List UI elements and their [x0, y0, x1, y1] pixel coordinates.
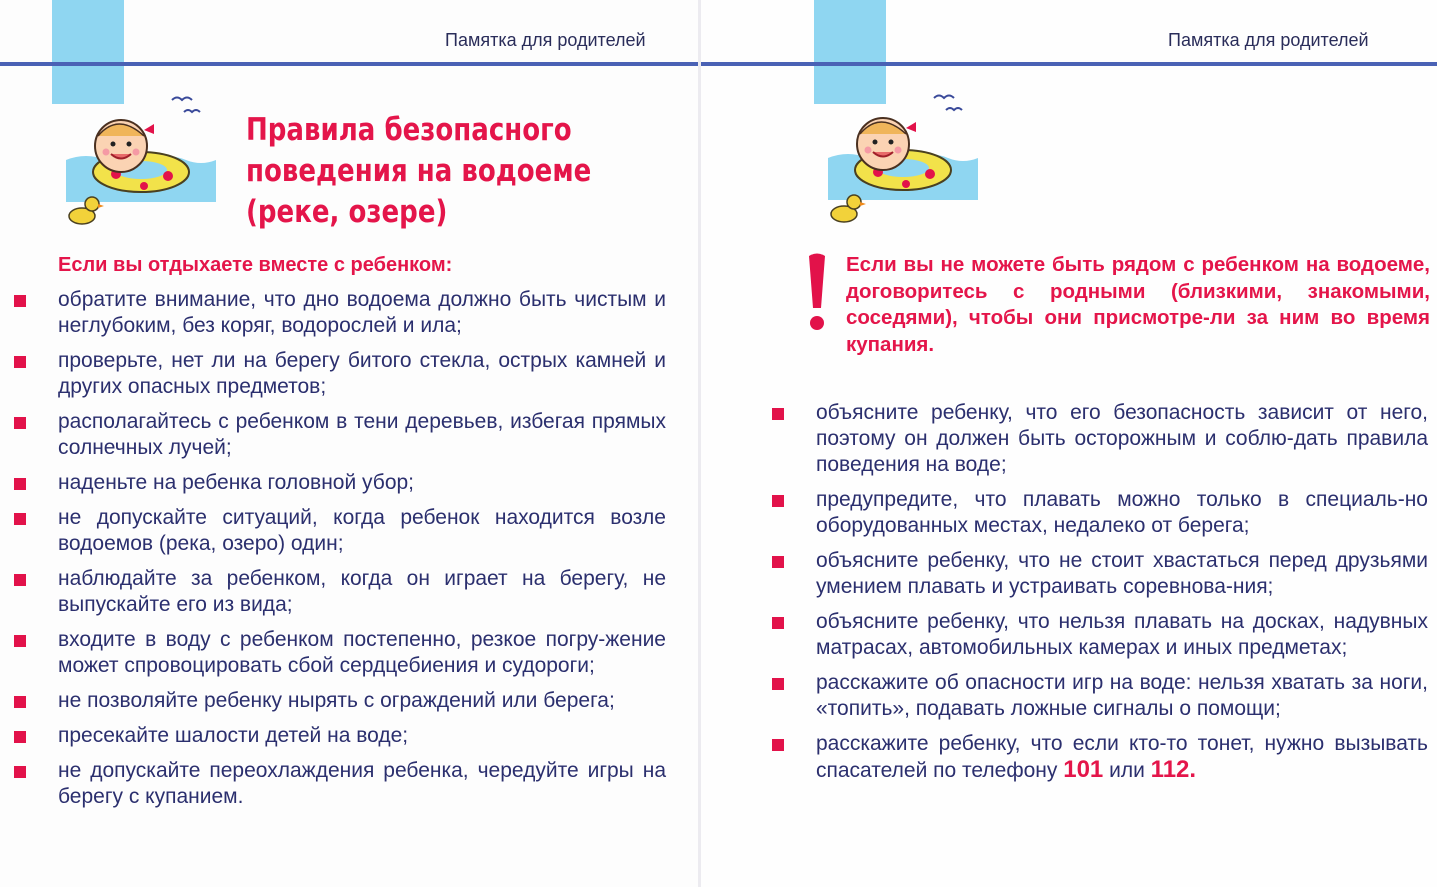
title-line-1: Правила безопасного	[246, 112, 572, 148]
right-header-rule	[701, 62, 1437, 66]
red-square-bullet-icon	[772, 556, 784, 568]
list-item: расскажите об опасности игр на воде: нельзя хватать за ноги, «топить», подавать ложные сигналы о помощи;	[816, 670, 1428, 722]
list-item: располагайтесь с ребенком в тени деревьев, избегая прямых солнечных лучей;	[58, 409, 666, 461]
phone-connector: или	[1109, 759, 1145, 782]
red-square-bullet-icon	[14, 766, 26, 778]
list-item: объясните ребенку, что нельзя плавать на досках, надувных матрасах, автомобильных камерах и иных предметах;	[816, 609, 1428, 661]
right-header-title: Памятка для родителей	[1168, 30, 1369, 50]
warning-note: Если вы не можете быть рядом с ребенком на водоеме, договоритесь с родными (близкими, знакомыми, соседями), чтобы они присмотре-ли за ним во время купания.	[846, 253, 1430, 356]
phone-number-112: 112.	[1150, 756, 1197, 783]
swimming-child-illustration-right	[818, 88, 988, 228]
red-square-bullet-icon	[14, 356, 26, 368]
left-blue-bar	[52, 0, 124, 104]
list-item: входите в воду с ребенком постепенно, резкое погру-жение может спровоцировать сбой сердцебиения и судороги;	[58, 627, 666, 679]
list-item: проверьте, нет ли на берегу битого стекла, острых камней и других опасных предметов;	[58, 348, 666, 400]
list-item: предупредите, что плавать можно только в специаль-но оборудованных местах, недалеко от берега;	[816, 487, 1428, 539]
list-item: не позволяйте ребенку нырять с ограждений или берега;	[58, 688, 666, 714]
red-square-bullet-icon	[772, 739, 784, 751]
left-rules-list	[58, 287, 666, 819]
list-item: объясните ребенку, что его безопасность зависит от него, поэтому он должен быть осторожным и соблю-дать правила поведения на воде;	[816, 400, 1428, 478]
red-square-bullet-icon	[14, 478, 26, 490]
red-square-bullet-icon	[14, 574, 26, 586]
title-line-2: поведения на водоеме	[246, 153, 592, 189]
left-lead-heading: Если вы отдыхаете вместе с ребенком:	[58, 254, 453, 276]
red-square-bullet-icon	[14, 635, 26, 647]
red-square-bullet-icon	[14, 731, 26, 743]
red-square-bullet-icon	[14, 696, 26, 708]
left-header-title: Памятка для родителей	[445, 30, 646, 50]
left-header-rule	[0, 62, 698, 66]
list-item	[816, 731, 1428, 784]
exclamation-mark-icon	[806, 252, 828, 332]
list-item: обратите внимание, что дно водоема должно быть чистым и неглубоким, без коряг, водорослей и ила;	[58, 287, 666, 339]
list-item: не допускайте ситуаций, когда ребенок находится возле водоемов (река, озеро) один;	[58, 505, 666, 557]
list-item: наденьте на ребенка головной убор;	[58, 470, 666, 496]
list-item: наблюдайте за ребенком, когда он играет на берегу, не выпускайте его из вида;	[58, 566, 666, 618]
swimming-child-illustration	[56, 90, 226, 230]
last-item-text: расскажите ребенку, что если кто-то тонет, нужно вызывать спасателей по телефону	[816, 732, 1428, 782]
right-rules-list	[816, 400, 1428, 793]
red-square-bullet-icon	[772, 678, 784, 690]
page-title	[246, 110, 599, 233]
list-item: пресекайте шалости детей на воде;	[58, 723, 666, 749]
red-square-bullet-icon	[772, 495, 784, 507]
red-square-bullet-icon	[14, 295, 26, 307]
title-line-3: (реке, озере)	[246, 194, 448, 230]
phone-number-101: 101	[1063, 756, 1104, 783]
red-square-bullet-icon	[772, 617, 784, 629]
list-item: объясните ребенку, что не стоит хвастаться перед друзьями умением плавать и устраивать соревнова-ния;	[816, 548, 1428, 600]
list-item: не допускайте переохлаждения ребенка, чередуйте игры на берегу с купанием.	[58, 758, 666, 810]
red-square-bullet-icon	[14, 417, 26, 429]
red-square-bullet-icon	[772, 408, 784, 420]
red-square-bullet-icon	[14, 513, 26, 525]
book-spine	[698, 0, 701, 887]
